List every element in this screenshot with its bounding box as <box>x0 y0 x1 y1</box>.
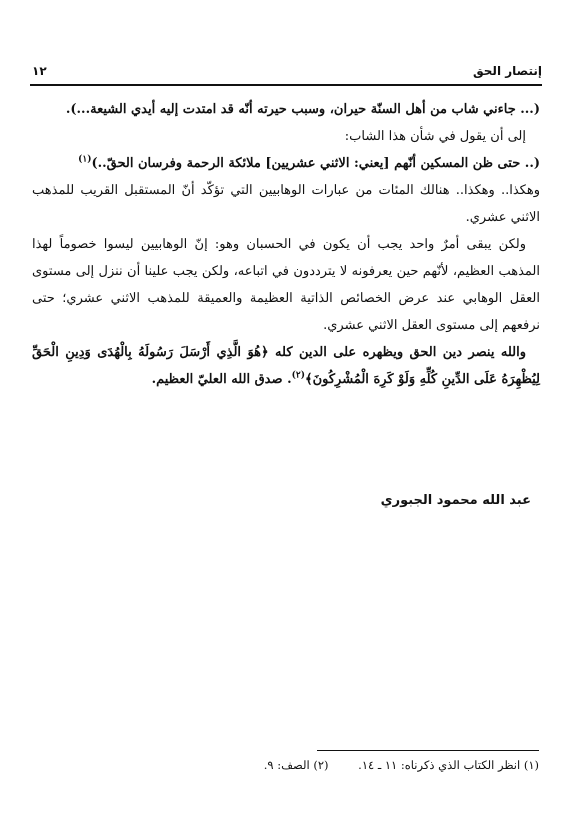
paragraph-4: وهكذا.. وهكذا.. هنالك المئات من عبارات الوهابيين التي تؤكّد أنّ المستقبل القريب للمذهب الاثني عشري. <box>32 183 540 225</box>
footnote-ref-1[interactable]: (١) <box>78 154 92 165</box>
page-header <box>30 62 542 82</box>
footnote-2: (٢) الصف: ٩. <box>263 758 329 772</box>
closing-intro: والله ينصر دين الحق ويظهره على الدين كله <box>268 345 527 360</box>
footnote-1: (١) انظر الكتاب الذي ذكرناه: ١١ ـ ١٤. <box>358 758 539 772</box>
paragraph-5: ولكن يبقى أمرٌ واحد يجب أن يكون في الحسبان وهو: إنّ الوهابيين ليسوا خصوماً لهذا المذهب العظيم، لأنّهم حين يعرفونه لا يترددون في اتباعه، ولكن يجب علينا أن ننزل إلى مستوى العقل الوهابي عند عرض الخصائص الذاتية العظيمة والعميقة للمذهب الاثني عشري؛ حتى نرفعهم إلى مستوى العقل الاثني عشري. <box>32 237 540 333</box>
quran-verse: ﴿هُوَ الَّذِي أَرْسَلَ رَسُولَهُ بِالْهُدَى وَدِينِ الْحَقِّ لِيُظْهِرَهُ عَلَى الدِّينِ كُلِّهِ وَلَوْ كَرِهَ الْمُشْرِكُونَ﴾ <box>32 345 540 387</box>
footnote-ref-2[interactable]: (٢) <box>291 370 305 381</box>
header-rule <box>30 84 542 86</box>
running-title: إنتصار الحق <box>472 64 542 78</box>
paragraph-2: إلى أن يقول في شأن هذا الشاب: <box>344 129 526 144</box>
footnotes <box>39 757 539 773</box>
closing-end: . صدق الله العليّ العظيم. <box>151 372 292 387</box>
closing-paragraph <box>32 339 540 393</box>
page-number: ١٢ <box>32 64 47 78</box>
quote-paragraph-3 <box>32 150 540 177</box>
author-signature: عبد الله محمود الجبوري <box>380 493 531 508</box>
quote-paragraph-1: (... جاءني شاب من أهل السنّة حيران، وسبب حيرته أنّه قد امتدت إليه أيدي الشيعة...). <box>65 102 540 117</box>
quote-3-text: (.. حتى ظن المسكين أنّهم [يعني: الاثني عشريين] ملائكة الرحمة وفرسان الحقّ..) <box>91 156 540 171</box>
body-text <box>32 96 540 393</box>
footnote-rule <box>317 750 539 751</box>
